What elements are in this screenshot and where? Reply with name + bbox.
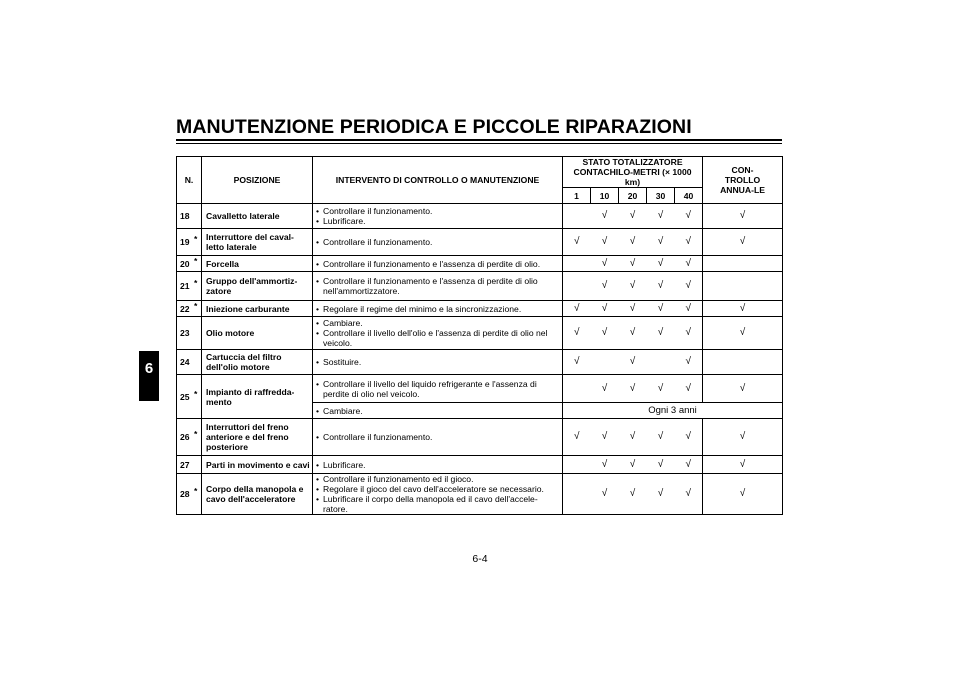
odometer-check-30: √ [647,272,675,301]
odometer-check-1 [563,474,591,515]
odometer-check-10: √ [591,456,619,474]
row-actions [313,403,563,419]
row-number-text: 25 [180,391,190,402]
row-position: Interruttore del caval-letto laterale [202,229,313,256]
row-actions [313,350,563,375]
row-number [177,350,202,375]
row-number-text: 26 [180,432,190,442]
header-km-20: 20 [619,188,647,204]
action-text: Controllare il livello dell'olio e l'assenza di perdite di olio nel veicolo. [323,328,548,348]
dealer-service-asterisk: * [194,429,198,439]
odometer-check-40: √ [675,272,703,301]
row-number [177,456,202,474]
section-tab: 6 [139,351,159,401]
odometer-check-1: √ [563,229,591,256]
annual-check: √ [703,301,783,317]
annual-check: √ [703,204,783,229]
odometer-check-30: √ [647,204,675,229]
odometer-check-10: √ [591,204,619,229]
header-annual: CON-TROLLO ANNUA-LE [703,157,783,204]
dealer-service-asterisk: * [194,255,198,266]
row-number-text: 23 [180,328,190,338]
row-position: Iniezione carburante [202,301,313,317]
odometer-check-30: √ [647,419,675,456]
bullet-icon: • [316,459,320,470]
bullet-icon: • [316,276,320,286]
odometer-check-10 [591,350,619,375]
odometer-check-10: √ [591,375,619,403]
row-actions [313,317,563,350]
action-text: Lubrificare. [323,216,366,226]
odometer-check-40: √ [675,350,703,375]
odometer-check-10: √ [591,272,619,301]
header-n: N. [177,157,202,204]
odometer-check-20: √ [619,204,647,229]
odometer-check-10: √ [591,301,619,317]
row-actions [313,272,563,301]
bullet-icon: • [316,318,320,328]
row-number-text: 28 [180,489,190,499]
row-actions [313,375,563,403]
odometer-check-10: √ [591,229,619,256]
odometer-check-40: √ [675,256,703,272]
odometer-check-20: √ [619,317,647,350]
bullet-icon: • [316,237,320,247]
odometer-check-20: √ [619,301,647,317]
table-row [177,256,783,272]
row-actions [313,301,563,317]
row-position: Gruppo dell'ammortiz-zatore [202,272,313,301]
action-text: Controllare il funzionamento ed il gioco. [323,474,474,484]
odometer-check-40: √ [675,375,703,403]
table-row [177,419,783,456]
odometer-check-30 [647,350,675,375]
action-text: Cambiare. [323,405,363,416]
title-rule-thin [176,143,782,144]
table-row [177,229,783,256]
header-km-10: 10 [591,188,619,204]
table-row [177,204,783,229]
bullet-icon: • [316,378,320,389]
odometer-check-20: √ [619,419,647,456]
table-row [177,456,783,474]
table-row [177,350,783,375]
row-number-text: 22 [180,303,190,314]
annual-check [703,350,783,375]
odometer-check-1: √ [563,301,591,317]
odometer-check-20: √ [619,474,647,515]
annual-check: √ [703,317,783,350]
header-km-30: 30 [647,188,675,204]
row-position: Parti in movimento e cavi [202,456,313,474]
odometer-check-40: √ [675,474,703,515]
odometer-check-30: √ [647,317,675,350]
action-text: Lubrificare il corpo della manopola ed il cavo dell'accele-ratore. [323,494,538,514]
annual-check: √ [703,375,783,403]
bullet-icon: • [316,303,320,314]
row-number-text: 20 [180,258,190,269]
odometer-check-1 [563,456,591,474]
row-number [177,272,202,301]
row-actions [313,229,563,256]
dealer-service-asterisk: * [194,234,198,244]
action-text: Controllare il funzionamento. [323,206,433,216]
row-number [177,375,202,419]
action-text: Controllare il funzionamento. [323,432,433,442]
dealer-service-asterisk: * [194,278,198,288]
annual-check: √ [703,229,783,256]
action-text: Controllare il funzionamento e l'assenza di perdite di olio. [323,258,541,269]
header-km-40: 40 [675,188,703,204]
odometer-check-30: √ [647,301,675,317]
annual-check: √ [703,419,783,456]
odometer-check-30: √ [647,229,675,256]
odometer-check-10: √ [591,419,619,456]
row-number [177,301,202,317]
table-row [177,375,783,403]
odometer-check-1 [563,204,591,229]
annual-check: √ [703,456,783,474]
odometer-check-1: √ [563,317,591,350]
dealer-service-asterisk: * [194,300,198,311]
bullet-icon: • [316,258,320,269]
odometer-check-40: √ [675,419,703,456]
odometer-check-1 [563,272,591,301]
odometer-check-10: √ [591,474,619,515]
bullet-icon: • [316,206,320,216]
maintenance-table [176,156,783,515]
row-number [177,474,202,515]
header-position: POSIZIONE [202,157,313,204]
action-text: Controllare il funzionamento e l'assenza di perdite di olio nell'ammortizzatore. [323,276,538,296]
odometer-check-20: √ [619,229,647,256]
action-text: Sostituire. [323,357,362,367]
row-actions [313,256,563,272]
interval-note: Ogni 3 anni [563,403,783,419]
row-number-text: 27 [180,459,190,470]
table-row [177,474,783,515]
annual-check: √ [703,474,783,515]
row-number-text: 24 [180,357,190,367]
odometer-check-1 [563,256,591,272]
action-text: Controllare il livello del liquido refrigerante e l'assenza di perdite di olio nel veicolo. [323,378,537,399]
row-number [177,317,202,350]
header-action: INTERVENTO DI CONTROLLO O MANUTENZIONE [313,157,563,204]
action-text: Controllare il funzionamento. [323,237,433,247]
bullet-icon: • [316,216,320,226]
row-actions [313,474,563,515]
row-number [177,419,202,456]
odometer-check-10: √ [591,317,619,350]
row-position: Cavalletto laterale [202,204,313,229]
odometer-check-1: √ [563,350,591,375]
header-odometer: STATO TOTALIZZATORE CONTACHILO-METRI (× 1000 km) [563,157,703,188]
row-position: Impianto di raffredda-mento [202,375,313,419]
title-rule [176,139,782,141]
row-position: Olio motore [202,317,313,350]
odometer-check-20: √ [619,256,647,272]
dealer-service-asterisk: * [194,388,198,399]
table-row [177,301,783,317]
row-position: Corpo della manopola e cavo dell'acceleratore [202,474,313,515]
row-number [177,229,202,256]
action-text: Regolare il gioco del cavo dell'acceleratore se necessario. [323,484,544,494]
row-number-text: 21 [180,281,190,291]
row-number [177,204,202,229]
bullet-icon: • [316,474,320,484]
odometer-check-30: √ [647,256,675,272]
odometer-check-20: √ [619,350,647,375]
row-actions [313,456,563,474]
odometer-check-30: √ [647,474,675,515]
annual-check [703,256,783,272]
row-actions [313,204,563,229]
page-title: MANUTENZIONE PERIODICA E PICCOLE RIPARAZIONI [176,116,692,138]
action-text: Lubrificare. [323,459,366,470]
odometer-check-1 [563,375,591,403]
row-number-text: 18 [180,211,190,221]
odometer-check-20: √ [619,272,647,301]
odometer-check-40: √ [675,229,703,256]
row-number [177,256,202,272]
row-position: Cartuccia del filtro dell'olio motore [202,350,313,375]
odometer-check-30: √ [647,375,675,403]
bullet-icon: • [316,357,320,367]
odometer-check-30: √ [647,456,675,474]
table-row [177,272,783,301]
action-text: Cambiare. [323,318,363,328]
odometer-check-20: √ [619,456,647,474]
odometer-check-1: √ [563,419,591,456]
bullet-icon: • [316,494,320,504]
odometer-check-20: √ [619,375,647,403]
row-position: Interruttori del freno anteriore e del freno posteriore [202,419,313,456]
odometer-check-40: √ [675,204,703,229]
page-number: 6-4 [472,553,488,565]
row-position: Forcella [202,256,313,272]
bullet-icon: • [316,405,320,416]
odometer-check-40: √ [675,301,703,317]
row-actions [313,419,563,456]
annual-check [703,272,783,301]
table-row [177,317,783,350]
bullet-icon: • [316,328,320,338]
odometer-check-10: √ [591,256,619,272]
row-number-text: 19 [180,237,190,247]
odometer-check-40: √ [675,456,703,474]
header-km-1: 1 [563,188,591,204]
dealer-service-asterisk: * [194,486,198,496]
bullet-icon: • [316,484,320,494]
action-text: Regolare il regime del minimo e la sincronizzazione. [323,303,522,314]
bullet-icon: • [316,432,320,442]
odometer-check-40: √ [675,317,703,350]
